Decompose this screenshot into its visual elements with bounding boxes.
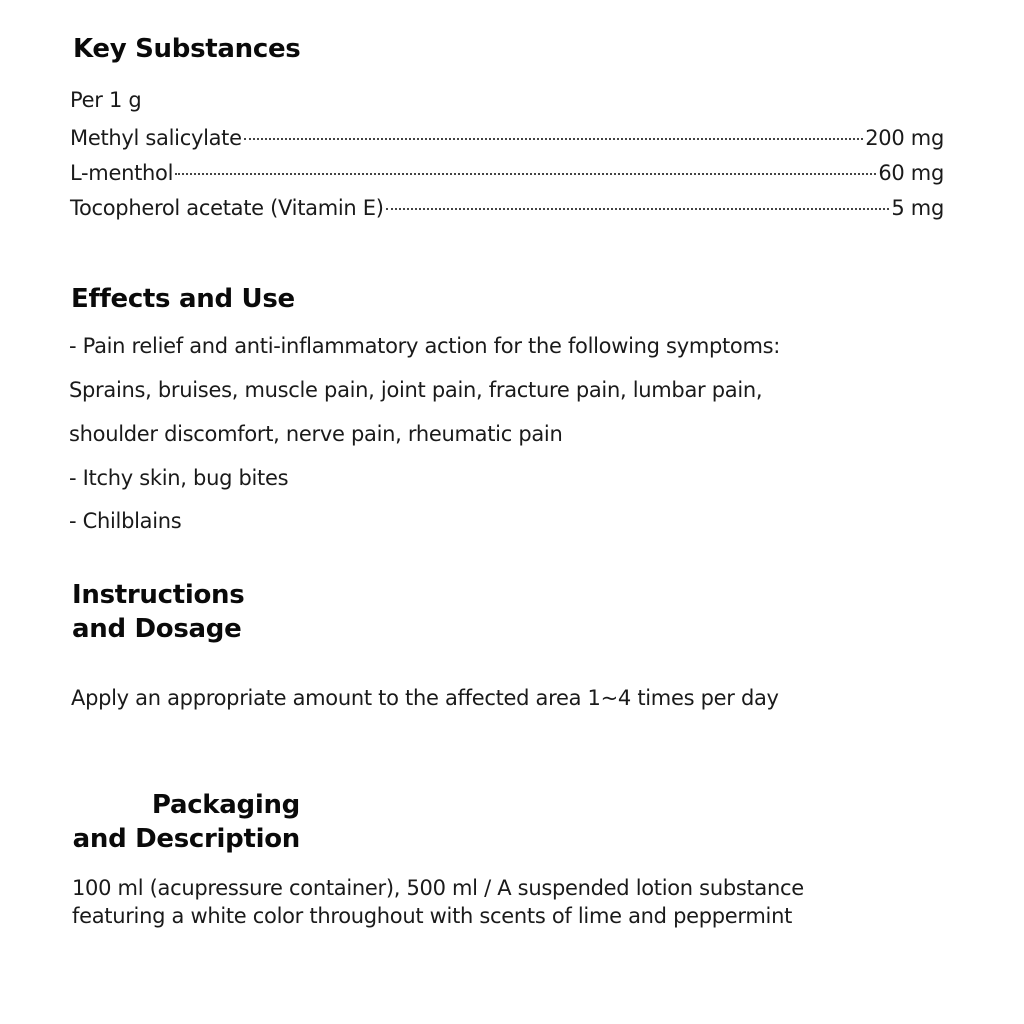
- effects-line: - Itchy skin, bug bites: [69, 466, 289, 490]
- substance-row: [70, 196, 944, 226]
- substance-row: [70, 126, 944, 156]
- dot-leader: [244, 137, 864, 140]
- instructions-heading: [72, 578, 244, 646]
- effects-line: shoulder discomfort, nerve pain, rheumatic pain: [69, 422, 563, 446]
- substance-name: Methyl salicylate: [70, 126, 242, 150]
- substance-name: Tocopherol acetate (Vitamin E): [70, 196, 384, 220]
- per-unit-label: Per 1 g: [70, 88, 142, 112]
- substance-row: [70, 161, 944, 191]
- packaging-text: [72, 874, 804, 930]
- instructions-heading-line2: and Dosage: [72, 614, 242, 644]
- packaging-heading-line2: and Description: [72, 824, 300, 854]
- packaging-heading: [68, 788, 300, 856]
- packaging-line: featuring a white color throughout with scents of lime and peppermint: [72, 904, 793, 928]
- substance-name: L-menthol: [70, 161, 174, 185]
- substance-amount: 60 mg: [878, 161, 944, 185]
- effects-line: Sprains, bruises, muscle pain, joint pain, fracture pain, lumbar pain,: [69, 378, 763, 402]
- effects-and-use-heading: Effects and Use: [71, 284, 295, 314]
- effects-line: - Chilblains: [69, 509, 182, 533]
- substance-amount: 5 mg: [891, 196, 944, 220]
- effects-line: - Pain relief and anti-inflammatory action for the following symptoms:: [69, 334, 781, 358]
- packaging-line: 100 ml (acupressure container), 500 ml / A suspended lotion substance: [72, 876, 804, 900]
- dot-leader: [175, 172, 876, 175]
- instructions-text: Apply an appropriate amount to the affected area 1~4 times per day: [71, 686, 779, 710]
- dot-leader: [386, 207, 890, 210]
- substance-amount: 200 mg: [865, 126, 944, 150]
- packaging-heading-line1: Packaging: [151, 790, 300, 820]
- instructions-heading-line1: Instructions: [72, 580, 245, 610]
- key-substances-heading: Key Substances: [73, 34, 301, 64]
